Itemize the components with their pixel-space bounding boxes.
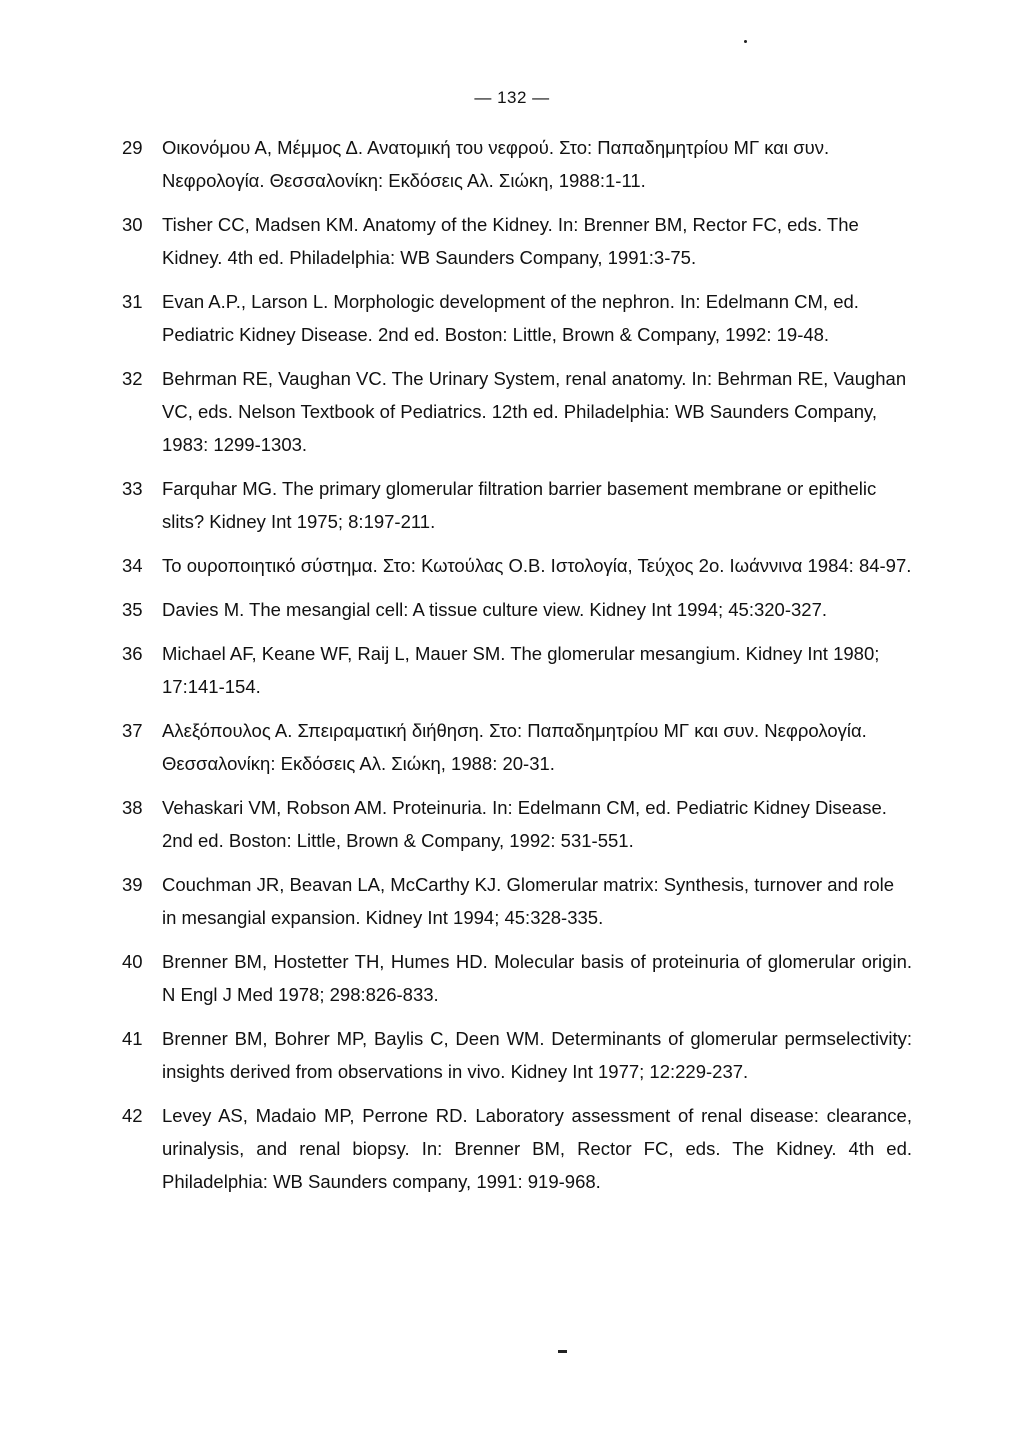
scan-dash-mark [558, 1350, 567, 1353]
reference-text: Couchman JR, Beavan LA, McCarthy KJ. Glomerular matrix: Synthesis, turnover and role in mesangial expansion. Kidney Int 1994; 45:328-335. [162, 874, 895, 928]
reference-text: Το ουροποιητικό σύστημα. Στο: Κωτούλας Ο.Β. Ιστολογία, Τεύχος 2ο. Ιωάννινα 1984: 84-97. [162, 555, 912, 576]
reference-text: Brenner BM, Bohrer MP, Baylis C, Deen WM. Determinants of glomerular permselectivity: insights derived from observations in vivo. Kidney Int 1977; 12:229-237. [162, 1028, 912, 1082]
reference-item [122, 714, 912, 780]
reference-item [122, 285, 912, 351]
reference-number: 30 [122, 214, 143, 235]
reference-text: Michael AF, Keane WF, Raij L, Mauer SM. The glomerular mesangium. Kidney Int 1980; 17:141-154. [162, 643, 880, 697]
reference-list [122, 131, 912, 1209]
reference-item [122, 1099, 912, 1198]
reference-text: Levey AS, Madaio MP, Perrone RD. Laboratory assessment of renal disease: clearance, urinalysis, and renal biopsy. In: Brenner BM, Rector FC, eds. The Kidney. 4th ed. Philadelphia: WB Saunders company, 1991: 919-968. [162, 1105, 912, 1192]
reference-item [122, 868, 912, 934]
reference-item [122, 945, 912, 1011]
reference-text: Vehaskari VM, Robson AM. Proteinuria. In: Edelmann CM, ed. Pediatric Kidney Disease. 2nd ed. Boston: Little, Brown & Company, 1992: 531-551. [162, 797, 887, 851]
reference-text: Davies M. The mesangial cell: A tissue culture view. Kidney Int 1994; 45:320-327. [162, 599, 828, 620]
reference-item [122, 593, 912, 626]
reference-number: 40 [122, 951, 143, 972]
reference-number: 36 [122, 643, 143, 664]
reference-item [122, 208, 912, 274]
reference-item [122, 131, 912, 197]
reference-number: 32 [122, 368, 143, 389]
reference-text: Οικονόμου Α, Μέμμος Δ. Ανατομική του νεφρού. Στο: Παπαδημητρίου ΜΓ και συν. Νεφρολογία. Θεσσαλονίκη: Εκδόσεις Αλ. Σιώκη, 1988:1-11. [162, 137, 830, 191]
reference-number: 35 [122, 599, 143, 620]
reference-text: Αλεξόπουλος Α. Σπειραματική διήθηση. Στο: Παπαδημητρίου ΜΓ και συν. Νεφρολογία. Θεσσαλονίκη: Εκδόσεις Αλ. Σιώκη, 1988: 20-31. [162, 720, 867, 774]
reference-number: 34 [122, 555, 143, 576]
reference-number: 31 [122, 291, 143, 312]
reference-item [122, 549, 912, 582]
reference-item [122, 791, 912, 857]
reference-item [122, 637, 912, 703]
reference-number: 33 [122, 478, 143, 499]
reference-number: 29 [122, 137, 143, 158]
reference-text: Evan A.P., Larson L. Morphologic development of the nephron. In: Edelmann CM, ed. Pediatric Kidney Disease. 2nd ed. Boston: Little, Brown & Company, 1992: 19-48. [162, 291, 859, 345]
reference-text: Behrman RE, Vaughan VC. The Urinary System, renal anatomy. In: Behrman RE, Vaughan VC, eds. Nelson Textbook of Pediatrics. 12th ed. Philadelphia: WB Saunders Company, 1983: 1299-1303. [162, 368, 907, 455]
page-number: — 132 — [474, 88, 550, 107]
reference-number: 42 [122, 1105, 143, 1126]
reference-text: Tisher CC, Madsen KM. Anatomy of the Kidney. In: Brenner BM, Rector FC, eds. The Kidney. 4th ed. Philadelphia: WB Saunders Company, 1991:3-75. [162, 214, 859, 268]
reference-number: 41 [122, 1028, 143, 1049]
reference-number: 38 [122, 797, 143, 818]
reference-item [122, 362, 912, 461]
scan-speck [744, 40, 747, 43]
reference-number: 39 [122, 874, 143, 895]
reference-item [122, 1022, 912, 1088]
reference-text: Farquhar MG. The primary glomerular filtration barrier basement membrane or epithelic slits? Kidney Int 1975; 8:197-211. [162, 478, 877, 532]
reference-number: 37 [122, 720, 143, 741]
reference-text: Brenner BM, Hostetter TH, Humes HD. Molecular basis of proteinuria of glomerular origin. N Engl J Med 1978; 298:826-833. [162, 951, 912, 1005]
reference-item [122, 472, 912, 538]
